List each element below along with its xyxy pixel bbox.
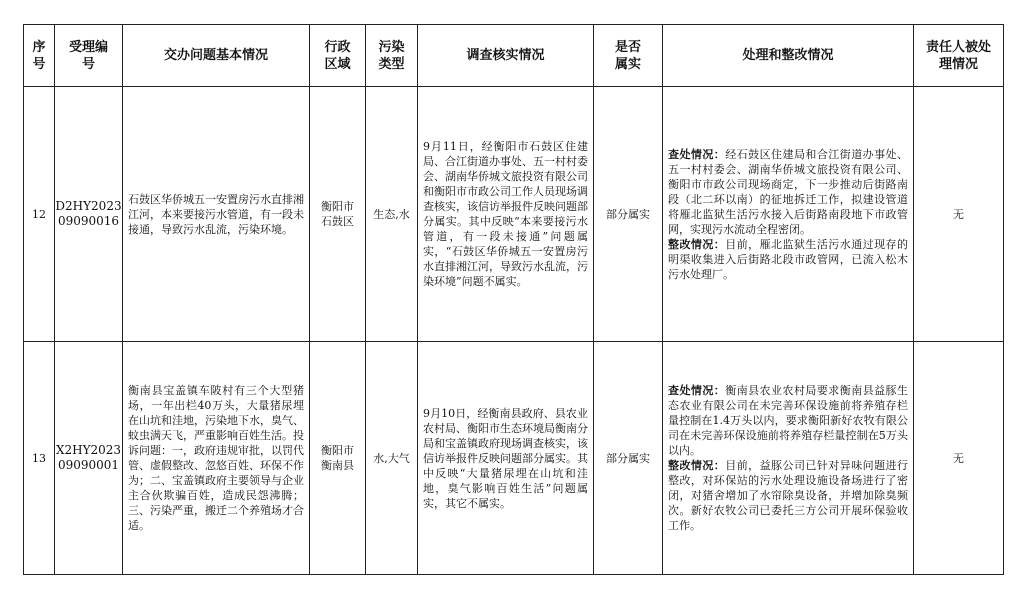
cell-id: D2HY2023 09090016: [55, 87, 123, 342]
fix-text: 目前，益豚公司已针对异味问题进行整改，对环保站的污水处理设施设备场进行了密闭，对猪舍增加了水帘除臭设备，并增加除臭频次。新好农牧公司已委托三方公司开展环保验收工作。: [668, 459, 908, 532]
header-investigation: 调查核实情况: [418, 25, 594, 87]
table-row: [24, 342, 1004, 575]
cell-investigation: 9月10日，经衡南县政府、县农业农村局、衡阳市生态环境局衡南分局和宝盖镇政府现场调查核实，该信访举报件反映问题部分属实。其中反映“大量猪尿埋在山坑和洼地，臭气影响百姓生活”问题属实，其它不属实。: [418, 342, 594, 575]
cell-investigation: 9月11日，经衡阳市石鼓区住建局、合江街道办事处、五一村村委会、湖南华侨城文旅投资有限公司和衡阳市市政公司工作人员现场调查核实，该信访举报件反映问题部分属实。其中反映“本来要接污水管道，有一段未接通”问题属实，“石鼓区华侨城五一安置房污水直排湘江河，导致污水乱流，污染环境”问题不属实。: [418, 87, 594, 342]
header-problem: 交办问题基本情况: [123, 25, 310, 87]
check-text: 经石鼓区住建局和合江街道办事处、五一村村委会、湖南华侨城文旅投资有限公司、衡阳市市政公司现场商定，下一步推动后街路南段（北二环以南）的征地拆迁工作，拟建设管道将雁北监狱生活污水接入后街路南段地下市政管网，实现污水流动全程密闭。: [668, 147, 908, 236]
header-accountability: 责任人被处理情况: [914, 25, 1004, 87]
table-row: [24, 87, 1004, 342]
cell-verified: 部分属实: [594, 87, 663, 342]
header-verified: 是否属实: [594, 25, 663, 87]
cell-accountability: 无: [914, 87, 1004, 342]
cell-seq: 12: [24, 87, 55, 342]
cell-problem: 衡南县宝盖镇车陂村有三个大型猪场，一年出栏40万头，大量猪尿埋在山坑和洼地，污染地下水，臭气、蚊虫满天飞，严重影响百姓生活。投诉问题：一，政府违规审批，以罚代管、虚假整改、忽悠百姓、环保不作为；二、宝盖镇政府主要领导与企业主合伙欺骗百姓，造成民怨沸腾；三、污染严重，搬迁二个养殖场才合适。: [123, 342, 310, 575]
header-handling: 处理和整改情况: [663, 25, 914, 87]
fix-label: 整改情况：: [668, 459, 726, 472]
complaint-table: [23, 24, 1004, 575]
cell-accountability: 无: [914, 342, 1004, 575]
cell-handling: [663, 342, 914, 575]
cell-handling: [663, 87, 914, 342]
cell-region: 衡阳市 衡南县: [310, 342, 366, 575]
fix-text: 目前，雁北监狱生活污水通过现存的明渠收集进入后街路北段市政管网，已流入松木污水处理厂。: [668, 237, 908, 281]
cell-problem: 石鼓区华侨城五一安置房污水直排湘江河，本来要接污水管道，有一段未接通，导致污水乱流，污染环境。: [123, 87, 310, 342]
cell-pollution: 生态,水: [366, 87, 418, 342]
cell-pollution: 水,大气: [366, 342, 418, 575]
check-text: 衡南县农业农村局要求衡南县益豚生态农业有限公司在未完善环保设施前将养殖存栏量控制在1.4万头以内，要求衡阳新好农牧有限公司在未完善环保设施前将养殖存栏量控制在5万头以内。: [668, 384, 908, 457]
cell-verified: 部分属实: [594, 342, 663, 575]
cell-region: 衡阳市 石鼓区: [310, 87, 366, 342]
header-region: 行政区域: [310, 25, 366, 87]
fix-label: 整改情况：: [668, 237, 726, 251]
header-id: 受理编号: [55, 25, 123, 87]
cell-seq: 13: [24, 342, 55, 575]
header-seq: 序号: [24, 25, 55, 87]
header-pollution: 污染类型: [366, 25, 418, 87]
check-label: 查处情况：: [668, 384, 726, 397]
check-label: 查处情况：: [668, 147, 726, 161]
table-header-row: [24, 25, 1004, 87]
cell-id: X2HY2023 09090001: [55, 342, 123, 575]
